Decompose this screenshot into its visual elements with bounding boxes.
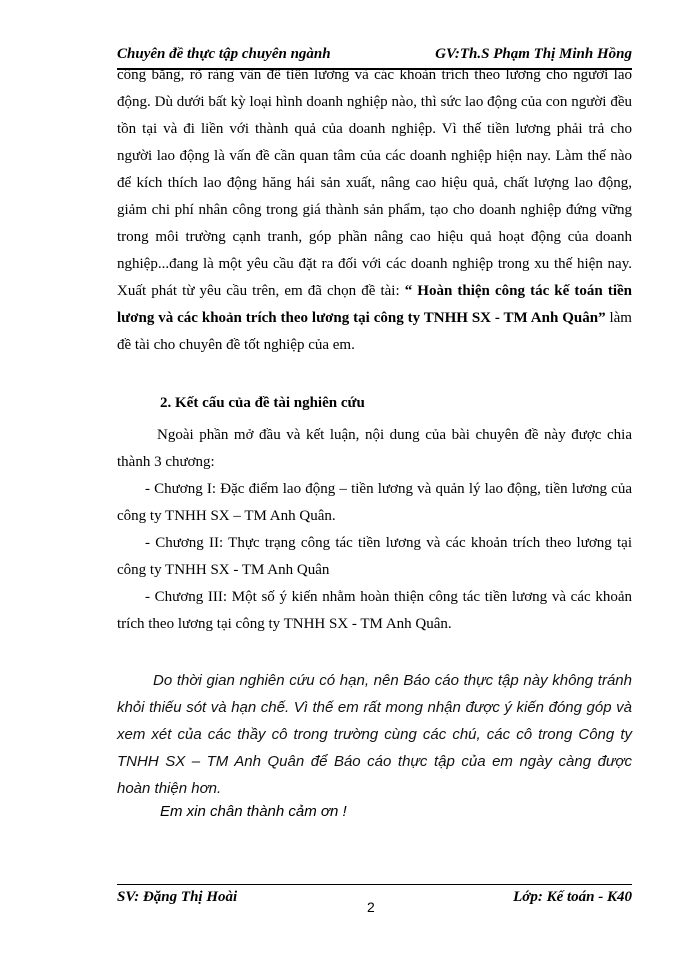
chapter-item-3: - Chương III: Một số ý kiến nhằm hoàn thiện công tác tiền lương và các khoản trích theo lương tại công ty TNHH SX - TM Anh Quân. bbox=[117, 589, 632, 632]
header-supervisor: GV:Th.S Phạm Thị Minh Hồng bbox=[435, 46, 632, 62]
footer-student: SV: Đặng Thị Hoài bbox=[117, 889, 238, 905]
footer-class: Lớp: Kế toán - K40 bbox=[513, 889, 632, 905]
chapter-item-2: - Chương II: Thực trạng công tác tiền lương và các khoản trích theo lương tại công ty TNHH SX - TM Anh Quân bbox=[117, 535, 632, 578]
rationale-text: công bằng, rõ ràng vấn đề tiền lương và các khoản trích theo lương cho người lao động. Dù dưới bất kỳ loại hình doanh nghiệp nào, thì sức lao động của con người đều tồn tại và đi liền với thành quả của doanh nghiệp. Vì thế tiền lương phải trả cho người lao động là vấn đề cần quan tâm của các doanh nghiệp hiện nay. Làm thế nào để kích thích lao động hăng hái sản xuất, nâng cao hiệu quả, chất lượng lao động, giảm chi phí nhân công trong giá thành sản phẩm, tạo cho doanh nghiệp đứng vững trong môi trường cạnh tranh, góp phần nâng cao hiệu quả hoạt động của doanh nghiệp...đang là một yêu cầu đặt ra đối với các doanh nghiệp trong xu thế hiện nay. Xuất phát từ yêu cầu trên, em đã chọn đề tài: bbox=[117, 67, 632, 299]
header-course-title: Chuyên đề thực tập chuyên ngành bbox=[117, 46, 331, 62]
thesis-title: “ Hoàn thiện công tác kế toán tiền lương và các khoản trích theo lương tại công ty TNHH SX - TM Anh Quân” bbox=[117, 283, 632, 326]
section-heading: 2. Kết cấu của đề tài nghiên cứu bbox=[160, 395, 365, 411]
rationale-end: làm đề tài cho chuyên đề tốt nghiệp của em. bbox=[117, 310, 632, 353]
chapter-item-1: - Chương I: Đặc điểm lao động – tiền lương và quản lý lao động, tiền lương của công ty TNHH SX – TM Anh Quân. bbox=[117, 481, 632, 524]
structure-intro: Ngoài phần mở đầu và kết luận, nội dung của bài chuyên đề này được chia thành 3 chương: bbox=[117, 427, 632, 470]
paragraph-rationale bbox=[117, 62, 632, 359]
thanks-line: Em xin chân thành cảm ơn ! bbox=[160, 803, 347, 820]
page-number: 2 bbox=[367, 899, 375, 915]
closing-paragraph: Do thời gian nghiên cứu có hạn, nên Báo cáo thực tập này không tránh khỏi thiếu sót và hạn chế. Vì thế em rất mong nhận được ý kiến đóng góp và xem xét của các thầy cô trong trường cùng các chú, các cô trong Công ty TNHH SX – TM Anh Quân để Báo cáo thực tập của em ngày càng được hoàn thiện hơn. bbox=[117, 672, 632, 797]
